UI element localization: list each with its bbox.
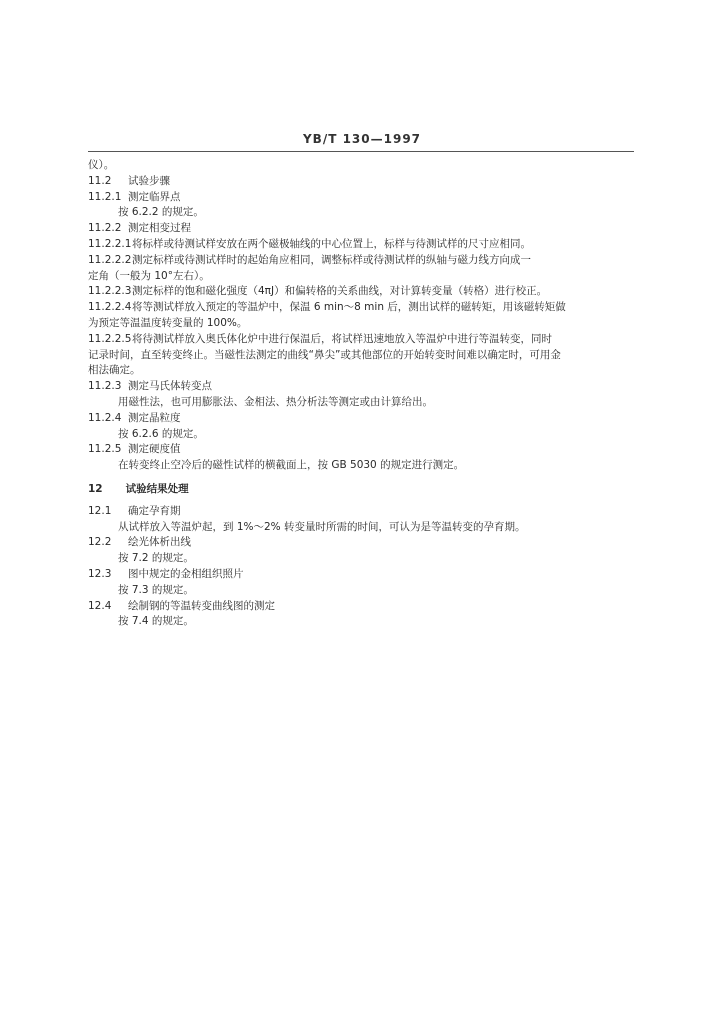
clause-text: 从试样放入等温炉起，到 1%～2% 转变量时所需的时间，可认为是等温转变的孕育期。: [118, 520, 526, 533]
text-line: [88, 395, 648, 411]
clause-text: 按 6.2.2 的规定。: [118, 206, 204, 219]
clause-text: 绘制钢的等温转变曲线图的测定: [128, 599, 275, 612]
text-line: [88, 583, 648, 599]
text-line: [88, 300, 648, 316]
section-12-content: [88, 504, 648, 630]
clause-number: 11.2.2: [88, 222, 122, 235]
clause-text: 按 7.2 的规定。: [118, 552, 194, 565]
clause-number: 11.2.2.1: [88, 237, 132, 250]
clause-text: 仪）。: [88, 159, 115, 171]
section-12-number: 12: [88, 482, 103, 495]
text-line: [88, 316, 648, 332]
section-11-content: [88, 158, 648, 474]
clause-text: 图中规定的金相组织照片: [128, 567, 244, 580]
text-line: [88, 284, 648, 300]
text-line: [88, 379, 648, 395]
clause-text: 为预定等温温度转变量的 100%。: [88, 316, 248, 329]
clause-text: 试验步骤: [128, 174, 170, 187]
text-line: [88, 411, 648, 427]
clause-number: 12.2: [88, 536, 112, 549]
text-line: [88, 535, 648, 551]
clause-text: 相法确定。: [88, 364, 141, 377]
text-line: [88, 190, 648, 206]
text-line: [88, 520, 648, 536]
clause-text: 确定孕育期: [128, 504, 181, 517]
text-line: [88, 205, 648, 221]
clause-number: 11.2.3: [88, 380, 122, 393]
text-line: [88, 504, 648, 520]
document-body: [88, 158, 648, 630]
clause-text: 测定晶粒度: [128, 411, 181, 424]
section-gap: [88, 474, 648, 482]
clause-number: 11.2.4: [88, 411, 122, 424]
clause-text: 用磁性法，也可用膨胀法、金相法、热分析法等测定或由计算给出。: [118, 395, 433, 408]
text-line: [88, 442, 648, 458]
clause-number: 11.2: [88, 174, 112, 187]
clause-number: 11.2.2.4: [88, 301, 132, 314]
text-line: [88, 269, 648, 285]
text-line: [88, 332, 648, 348]
clause-text: 测定硬度值: [128, 443, 181, 456]
clause-text: 按 6.2.6 的规定。: [118, 427, 204, 440]
clause-text: 将等测试样放入预定的等温炉中，保温 6 min～8 min 后，测出试样的磁转矩，用该磁转矩做: [132, 301, 566, 314]
text-line: [88, 348, 648, 364]
clause-text: 测定临界点: [128, 190, 181, 203]
standard-code-header: YB/T 130—1997: [302, 132, 422, 146]
text-line: [88, 599, 648, 615]
clause-text: 按 7.4 的规定。: [118, 615, 194, 628]
clause-text: 将待测试样放入奥氏体化炉中进行保温后，将试样迅速地放入等温炉中进行等温转变，同时: [132, 332, 552, 345]
text-line: [88, 237, 648, 253]
text-line: [88, 253, 648, 269]
clause-number: 11.2.2.5: [88, 332, 132, 345]
clause-text: 按 7.3 的规定。: [118, 583, 194, 596]
clause-text: 测定相变过程: [128, 222, 191, 235]
section-12-title: 试验结果处理: [125, 482, 189, 495]
text-line: [88, 158, 648, 174]
text-line: [88, 458, 648, 474]
clause-number: 11.2.2.2: [88, 253, 132, 266]
text-line: [88, 551, 648, 567]
text-line: [88, 614, 648, 630]
clause-text: 将标样或待测试样安放在两个磁极轴线的中心位置上，标样与待测试样的尺寸应相同。: [132, 237, 531, 250]
text-line: [88, 363, 648, 379]
clause-text: 测定标样的饱和磁化强度（4πJ）和偏转格的关系曲线，对计算转变量（转格）进行校正。: [132, 285, 548, 298]
text-line: [88, 174, 648, 190]
clause-number: 12.3: [88, 567, 112, 580]
clause-number: 11.2.2.3: [88, 285, 132, 298]
clause-text: 定角（一般为 10°左右）。: [88, 269, 210, 282]
clause-number: 11.2.5: [88, 443, 122, 456]
clause-number: 11.2.1: [88, 190, 122, 203]
clause-number: 12.4: [88, 599, 112, 612]
text-line: [88, 427, 648, 443]
header-rule: [88, 151, 634, 152]
text-line: [88, 221, 648, 237]
clause-text: 在转变终止空冷后的磁性试样的横截面上，按 GB 5030 的规定进行测定。: [118, 459, 465, 472]
section-12-heading: [88, 482, 648, 498]
clause-text: 测定标样或待测试样时的起始角应相同，调整标样或待测试样的纵轴与磁力线方向成一: [132, 253, 531, 266]
text-line: [88, 567, 648, 583]
clause-text: 测定马氏体转变点: [128, 380, 212, 393]
clause-text: 绘光体析出线: [128, 536, 191, 549]
clause-text: 记录时间，直至转变终止。当磁性法测定的曲线“鼻尖”或其他部位的开始转变时间难以确定时，可用金: [88, 348, 561, 361]
clause-number: 12.1: [88, 504, 112, 517]
